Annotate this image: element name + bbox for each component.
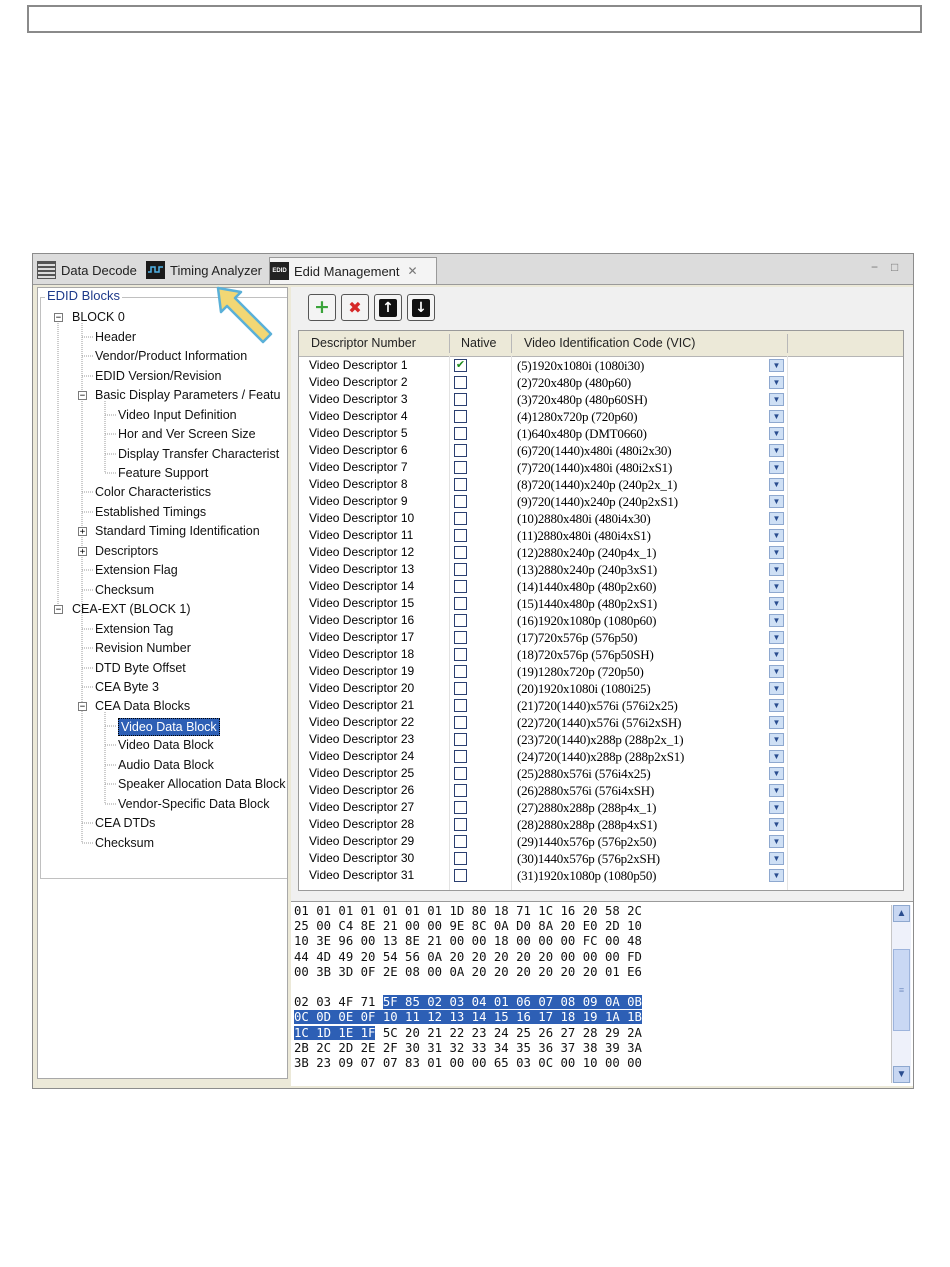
plus-icon: + xyxy=(314,296,330,318)
tab-label: Edid Management xyxy=(294,263,400,279)
dropdown-icon[interactable]: ▼ xyxy=(769,461,784,474)
vic-value[interactable]: (28)2880x288p (288p4xS1) xyxy=(517,817,657,832)
table-header xyxy=(299,331,903,357)
edid-tool-window xyxy=(32,253,914,1089)
hex-line xyxy=(294,1026,642,1040)
table-row[interactable] xyxy=(299,561,903,578)
descriptor-number: Video Descriptor 13 xyxy=(309,562,415,576)
native-checkbox[interactable] xyxy=(454,580,467,593)
descriptor-number: Video Descriptor 11 xyxy=(309,528,414,542)
dropdown-icon[interactable]: ▼ xyxy=(769,444,784,457)
dropdown-icon[interactable]: ▼ xyxy=(769,818,784,831)
dropdown-icon[interactable]: ▼ xyxy=(769,852,784,865)
tree-node[interactable]: Descriptors xyxy=(95,544,159,558)
table-row[interactable] xyxy=(299,374,903,391)
descriptor-number: Video Descriptor 2 xyxy=(309,375,408,389)
expand-icon[interactable]: + xyxy=(79,547,86,557)
dropdown-icon[interactable]: ▼ xyxy=(769,716,784,729)
tree-node[interactable]: CEA DTDs xyxy=(95,816,156,830)
table-row[interactable] xyxy=(299,629,903,646)
tree-node[interactable]: CEA-EXT (BLOCK 1) xyxy=(72,602,191,616)
dropdown-icon[interactable]: ▼ xyxy=(769,563,784,576)
native-checkbox[interactable] xyxy=(454,512,467,525)
descriptor-number: Video Descriptor 15 xyxy=(309,596,415,610)
table-row[interactable] xyxy=(299,799,903,816)
dropdown-icon[interactable]: ▼ xyxy=(769,376,784,389)
add-descriptor-button[interactable] xyxy=(308,294,336,321)
column-header[interactable]: Descriptor Number xyxy=(311,336,416,350)
table-row[interactable] xyxy=(299,493,903,510)
native-checkbox[interactable] xyxy=(454,716,467,729)
tree-node[interactable]: CEA Byte 3 xyxy=(95,680,159,694)
dropdown-icon[interactable]: ▼ xyxy=(769,546,784,559)
vic-value[interactable]: (16)1920x1080p (1080p60) xyxy=(517,613,657,628)
vic-value[interactable]: (30)1440x576p (576p2xSH) xyxy=(517,851,660,866)
native-checkbox[interactable] xyxy=(454,478,467,491)
tree-node[interactable]: Video Data Block xyxy=(118,718,220,736)
edid-icon: EDID xyxy=(270,262,289,280)
descriptor-number: Video Descriptor 16 xyxy=(309,613,415,627)
table-row[interactable] xyxy=(299,833,903,850)
descriptor-number: Video Descriptor 24 xyxy=(309,749,415,763)
tree-node[interactable]: Established Timings xyxy=(95,505,207,519)
vic-value[interactable]: (15)1440x480p (480p2xS1) xyxy=(517,596,657,611)
table-row[interactable] xyxy=(299,731,903,748)
dropdown-icon[interactable]: ▼ xyxy=(769,699,784,712)
vic-value[interactable]: (26)2880x576i (576i4xSH) xyxy=(517,783,655,798)
minimize-icon[interactable]: − xyxy=(871,260,879,274)
tab-label: Data Decode xyxy=(61,262,137,278)
list-icon xyxy=(37,261,56,279)
hex-line xyxy=(294,965,642,979)
descriptor-number: Video Descriptor 7 xyxy=(309,460,408,474)
vic-value[interactable]: (7)720(1440)x480i (480i2xS1) xyxy=(517,460,673,475)
tree-node[interactable]: EDID Version/Revision xyxy=(95,369,222,383)
dropdown-icon[interactable]: ▼ xyxy=(769,648,784,661)
edid-blocks-tree xyxy=(37,287,288,1079)
table-row[interactable] xyxy=(299,476,903,493)
descriptor-number: Video Descriptor 23 xyxy=(309,732,415,746)
arrow-up-icon: ↑ xyxy=(379,299,397,317)
dropdown-icon[interactable]: ▼ xyxy=(769,801,784,814)
tab-edid-management[interactable] xyxy=(269,257,437,284)
vic-value[interactable]: (19)1280x720p (720p50) xyxy=(517,664,644,679)
hex-selection: 5F 85 02 03 04 01 06 07 08 09 0A 0B xyxy=(382,995,642,1010)
waveform-icon xyxy=(146,261,165,279)
native-checkbox[interactable] xyxy=(454,835,467,848)
descriptor-number: Video Descriptor 25 xyxy=(309,766,415,780)
native-checkbox[interactable] xyxy=(454,784,467,797)
native-checkbox[interactable] xyxy=(454,410,467,423)
vic-value[interactable]: (31)1920x1080p (1080p50) xyxy=(517,868,657,883)
native-checkbox[interactable] xyxy=(454,801,467,814)
tree-node[interactable]: Basic Display Parameters / Featu xyxy=(95,388,281,402)
native-checkbox[interactable] xyxy=(454,733,467,746)
tree-node[interactable]: Feature Support xyxy=(118,466,209,480)
descriptor-number: Video Descriptor 18 xyxy=(309,647,415,661)
dropdown-icon[interactable]: ▼ xyxy=(769,529,784,542)
tree-node[interactable]: BLOCK 0 xyxy=(72,310,125,324)
hex-bytes: 3B 23 09 07 07 83 01 00 00 65 03 0C 00 10 00 00 xyxy=(294,1056,642,1070)
dropdown-icon[interactable]: ▼ xyxy=(769,614,784,627)
descriptor-number: Video Descriptor 4 xyxy=(309,409,408,423)
vic-value[interactable]: (9)720(1440)x240p (240p2xS1) xyxy=(517,494,678,509)
native-checkbox[interactable] xyxy=(454,682,467,695)
native-checkbox[interactable] xyxy=(454,597,467,610)
tree-node[interactable]: Extension Tag xyxy=(95,622,174,636)
table-row[interactable] xyxy=(299,391,903,408)
tree-node[interactable]: Video Input Definition xyxy=(118,408,237,422)
arrow-down-icon: ↓ xyxy=(412,299,430,317)
vic-value[interactable]: (25)2880x576i (576i4x25) xyxy=(517,766,651,781)
native-checkbox[interactable] xyxy=(454,461,467,474)
dropdown-icon[interactable]: ▼ xyxy=(769,631,784,644)
vic-value[interactable]: (23)720(1440)x288p (288p2x_1) xyxy=(517,732,684,747)
vic-value[interactable]: (13)2880x240p (240p3xS1) xyxy=(517,562,657,577)
hex-selection: 1C 1D 1E 1F xyxy=(294,1025,376,1040)
native-checkbox[interactable] xyxy=(454,563,467,576)
native-checkbox[interactable] xyxy=(454,767,467,780)
dropdown-icon[interactable]: ▼ xyxy=(769,750,784,763)
dropdown-icon[interactable]: ▼ xyxy=(769,410,784,423)
move-up-button[interactable] xyxy=(374,294,402,321)
tree-node[interactable]: Standard Timing Identification xyxy=(95,524,260,538)
tree-node[interactable]: Checksum xyxy=(95,583,155,597)
tree-node[interactable]: DTD Byte Offset xyxy=(95,661,186,675)
table-row[interactable] xyxy=(299,816,903,833)
table-row[interactable] xyxy=(299,850,903,867)
dropdown-icon[interactable]: ▼ xyxy=(769,869,784,882)
dropdown-icon[interactable]: ▼ xyxy=(769,393,784,406)
dropdown-icon[interactable]: ▼ xyxy=(769,359,784,372)
dropdown-icon[interactable]: ▼ xyxy=(769,427,784,440)
descriptor-number: Video Descriptor 8 xyxy=(309,477,408,491)
table-row[interactable] xyxy=(299,578,903,595)
hex-line xyxy=(294,950,642,964)
table-row[interactable] xyxy=(299,612,903,629)
tab-data-decode[interactable] xyxy=(37,257,137,283)
vic-value[interactable]: (1)640x480p (DMT0660) xyxy=(517,426,647,441)
descriptor-number: Video Descriptor 1 xyxy=(309,358,408,372)
vic-value[interactable]: (8)720(1440)x240p (240p2x_1) xyxy=(517,477,678,492)
tab-label: Timing Analyzer xyxy=(170,262,262,278)
dropdown-icon[interactable]: ▼ xyxy=(769,512,784,525)
table-row[interactable] xyxy=(299,646,903,663)
hex-bytes: 25 00 C4 8E 21 00 00 9E 8C 0A D0 8A 20 E0 2D 10 xyxy=(294,919,642,934)
table-row[interactable] xyxy=(299,544,903,561)
tree-node[interactable]: Color Characteristics xyxy=(95,485,212,499)
hex-line xyxy=(294,934,642,948)
table-row[interactable] xyxy=(299,510,903,527)
collapse-icon[interactable]: − xyxy=(79,391,86,401)
video-descriptor-table xyxy=(298,330,904,891)
native-checkbox[interactable] xyxy=(454,631,467,644)
table-row[interactable] xyxy=(299,714,903,731)
tree-node[interactable]: Display Transfer Characterist xyxy=(118,447,280,461)
vic-value[interactable]: (10)2880x480i (480i4x30) xyxy=(517,511,651,526)
table-row[interactable] xyxy=(299,459,903,476)
native-checkbox[interactable] xyxy=(454,376,467,389)
tree-node[interactable]: Revision Number xyxy=(95,641,191,655)
descriptor-number: Video Descriptor 3 xyxy=(309,392,408,406)
native-checkbox[interactable] xyxy=(454,614,467,627)
vic-value[interactable]: (11)2880x480i (480i4xS1) xyxy=(517,528,651,543)
descriptor-number: Video Descriptor 21 xyxy=(309,698,415,712)
table-row[interactable] xyxy=(299,680,903,697)
native-checkbox[interactable] xyxy=(454,665,467,678)
native-checkbox[interactable] xyxy=(454,393,467,406)
dropdown-icon[interactable]: ▼ xyxy=(769,478,784,491)
hex-line xyxy=(294,904,642,918)
tree-node[interactable]: Vendor/Product Information xyxy=(95,349,248,363)
descriptor-number: Video Descriptor 28 xyxy=(309,817,415,831)
vic-value[interactable]: (2)720x480p (480p60) xyxy=(517,375,632,390)
dropdown-icon[interactable]: ▼ xyxy=(769,767,784,780)
hex-line xyxy=(294,1010,642,1024)
delete-descriptor-button[interactable] xyxy=(341,294,369,321)
tree-node[interactable]: Speaker Allocation Data Block xyxy=(118,777,286,791)
tree-node[interactable]: Vendor-Specific Data Block xyxy=(118,797,270,811)
expand-icon[interactable]: + xyxy=(79,527,86,537)
vertical-scrollbar[interactable] xyxy=(891,905,911,1083)
vic-value[interactable]: (29)1440x576p (576p2x50) xyxy=(517,834,657,849)
table-row[interactable] xyxy=(299,357,903,374)
native-checkbox[interactable]: ✔ xyxy=(455,359,466,371)
hex-line xyxy=(294,1041,642,1055)
hex-bytes: 10 3E 96 00 13 8E 21 00 00 18 00 00 00 FC 00 48 xyxy=(294,934,642,949)
hex-line xyxy=(294,1056,642,1070)
dropdown-icon[interactable]: ▼ xyxy=(769,597,784,610)
vic-value[interactable]: (6)720(1440)x480i (480i2x30) xyxy=(517,443,672,458)
native-checkbox[interactable] xyxy=(454,869,467,882)
table-row[interactable] xyxy=(299,408,903,425)
descriptor-number: Video Descriptor 6 xyxy=(309,443,408,457)
editor-panel xyxy=(291,287,913,1079)
move-down-button[interactable] xyxy=(407,294,435,321)
native-checkbox[interactable] xyxy=(454,699,467,712)
close-icon[interactable]: ✕ xyxy=(407,264,418,278)
descriptor-number: Video Descriptor 12 xyxy=(309,545,415,559)
tree-node[interactable]: Audio Data Block xyxy=(118,758,214,772)
vic-value[interactable]: (5)1920x1080i (1080i30) xyxy=(517,358,645,373)
vic-value[interactable]: (17)720x576p (576p50) xyxy=(517,630,638,645)
table-row[interactable] xyxy=(299,697,903,714)
native-checkbox[interactable] xyxy=(454,750,467,763)
descriptor-number: Video Descriptor 26 xyxy=(309,783,415,797)
hex-bytes: 44 4D 49 20 54 56 0A 20 20 20 20 20 00 00 00 FD xyxy=(294,949,642,964)
native-checkbox[interactable] xyxy=(454,529,467,542)
table-row[interactable] xyxy=(299,782,903,799)
hex-selection: 0C 0D 0E 0F 10 11 12 13 14 15 16 17 18 19 1A 1B xyxy=(294,1010,642,1025)
hex-dump-view[interactable] xyxy=(291,901,913,1086)
vic-value[interactable]: (20)1920x1080i (1080i25) xyxy=(517,681,651,696)
dropdown-icon[interactable]: ▼ xyxy=(769,495,784,508)
descriptor-number: Video Descriptor 29 xyxy=(309,834,415,848)
scroll-up-icon[interactable]: ▲ xyxy=(893,905,910,922)
tree-title: EDID Blocks xyxy=(47,288,120,303)
native-checkbox[interactable] xyxy=(454,427,467,440)
table-row[interactable] xyxy=(299,527,903,544)
delete-icon: ✖ xyxy=(348,298,362,317)
descriptor-number: Video Descriptor 9 xyxy=(309,494,408,508)
descriptor-number: Video Descriptor 20 xyxy=(309,681,415,695)
collapse-icon[interactable]: − xyxy=(79,702,86,712)
hex-bytes: 5C 20 21 22 23 24 25 26 27 28 29 2A xyxy=(375,1025,642,1040)
native-checkbox[interactable] xyxy=(454,495,467,508)
hex-line xyxy=(294,919,642,933)
hex-bytes: 00 3B 3D 0F 2E 08 00 0A 20 20 20 20 20 20 01 E6 xyxy=(294,964,642,979)
table-row[interactable] xyxy=(299,442,903,459)
hex-bytes: 2B 2C 2D 2E 2F 30 31 32 33 34 35 36 37 38 39 3A xyxy=(294,1040,642,1055)
vic-value[interactable]: (4)1280x720p (720p60) xyxy=(517,409,638,424)
dropdown-icon[interactable]: ▼ xyxy=(769,835,784,848)
table-row[interactable] xyxy=(299,425,903,442)
vic-value[interactable]: (3)720x480p (480p60SH) xyxy=(517,392,648,407)
dropdown-icon[interactable]: ▼ xyxy=(769,784,784,797)
table-row[interactable] xyxy=(299,663,903,680)
tree-node[interactable]: CEA Data Blocks xyxy=(95,699,191,713)
collapse-icon[interactable]: − xyxy=(55,605,62,615)
vic-value[interactable]: (14)1440x480p (480p2x60) xyxy=(517,579,657,594)
descriptor-number: Video Descriptor 17 xyxy=(309,630,415,644)
hex-line xyxy=(294,995,642,1009)
vic-value[interactable]: (24)720(1440)x288p (288p2xS1) xyxy=(517,749,685,764)
tree-node[interactable]: Checksum xyxy=(95,836,155,850)
hex-bytes: 02 03 4F 71 xyxy=(294,995,383,1010)
tree-node[interactable]: Video Data Block xyxy=(118,738,214,752)
descriptor-number: Video Descriptor 14 xyxy=(309,579,415,593)
tab-timing-analyzer[interactable] xyxy=(146,257,262,283)
native-checkbox[interactable] xyxy=(454,648,467,661)
dropdown-icon[interactable]: ▼ xyxy=(769,580,784,593)
editor-tab-bar xyxy=(33,254,913,285)
descriptor-number: Video Descriptor 19 xyxy=(309,664,415,678)
table-row[interactable] xyxy=(299,867,903,884)
descriptor-number: Video Descriptor 30 xyxy=(309,851,415,865)
tree-node[interactable]: Extension Flag xyxy=(95,563,178,577)
vic-value[interactable]: (12)2880x240p (240p4x_1) xyxy=(517,545,657,560)
vic-value[interactable]: (18)720x576p (576p50SH) xyxy=(517,647,654,662)
table-row[interactable] xyxy=(299,748,903,765)
native-checkbox[interactable] xyxy=(454,818,467,831)
table-row[interactable] xyxy=(299,765,903,782)
callout-arrow-icon xyxy=(214,285,274,345)
scroll-thumb[interactable]: ≡ xyxy=(893,949,910,1031)
column-header[interactable]: Video Identification Code (VIC) xyxy=(524,336,696,350)
collapse-icon[interactable]: − xyxy=(55,313,62,323)
dropdown-icon[interactable]: ▼ xyxy=(769,682,784,695)
native-checkbox[interactable] xyxy=(454,546,467,559)
hex-bytes: 01 01 01 01 01 01 01 1D 80 18 71 1C 16 20 58 2C xyxy=(294,904,642,918)
scroll-down-icon[interactable]: ▼ xyxy=(893,1066,910,1083)
page-header-box xyxy=(27,5,922,33)
vic-value[interactable]: (22)720(1440)x576i (576i2xSH) xyxy=(517,715,682,730)
tree-node[interactable]: Hor and Ver Screen Size xyxy=(118,427,256,441)
descriptor-number: Video Descriptor 5 xyxy=(309,426,408,440)
vic-value[interactable]: (27)2880x288p (288p4x_1) xyxy=(517,800,657,815)
native-checkbox[interactable] xyxy=(454,852,467,865)
dropdown-icon[interactable]: ▼ xyxy=(769,733,784,746)
vic-value[interactable]: (21)720(1440)x576i (576i2x25) xyxy=(517,698,678,713)
table-row[interactable] xyxy=(299,595,903,612)
tree-node[interactable]: Header xyxy=(95,330,136,344)
dropdown-icon[interactable]: ▼ xyxy=(769,665,784,678)
descriptor-number: Video Descriptor 22 xyxy=(309,715,415,729)
maximize-icon[interactable]: □ xyxy=(891,260,899,274)
column-header[interactable]: Native xyxy=(461,336,497,350)
descriptor-number: Video Descriptor 10 xyxy=(309,511,415,525)
descriptor-number: Video Descriptor 27 xyxy=(309,800,415,814)
native-checkbox[interactable] xyxy=(454,444,467,457)
descriptor-number: Video Descriptor 31 xyxy=(309,868,415,882)
